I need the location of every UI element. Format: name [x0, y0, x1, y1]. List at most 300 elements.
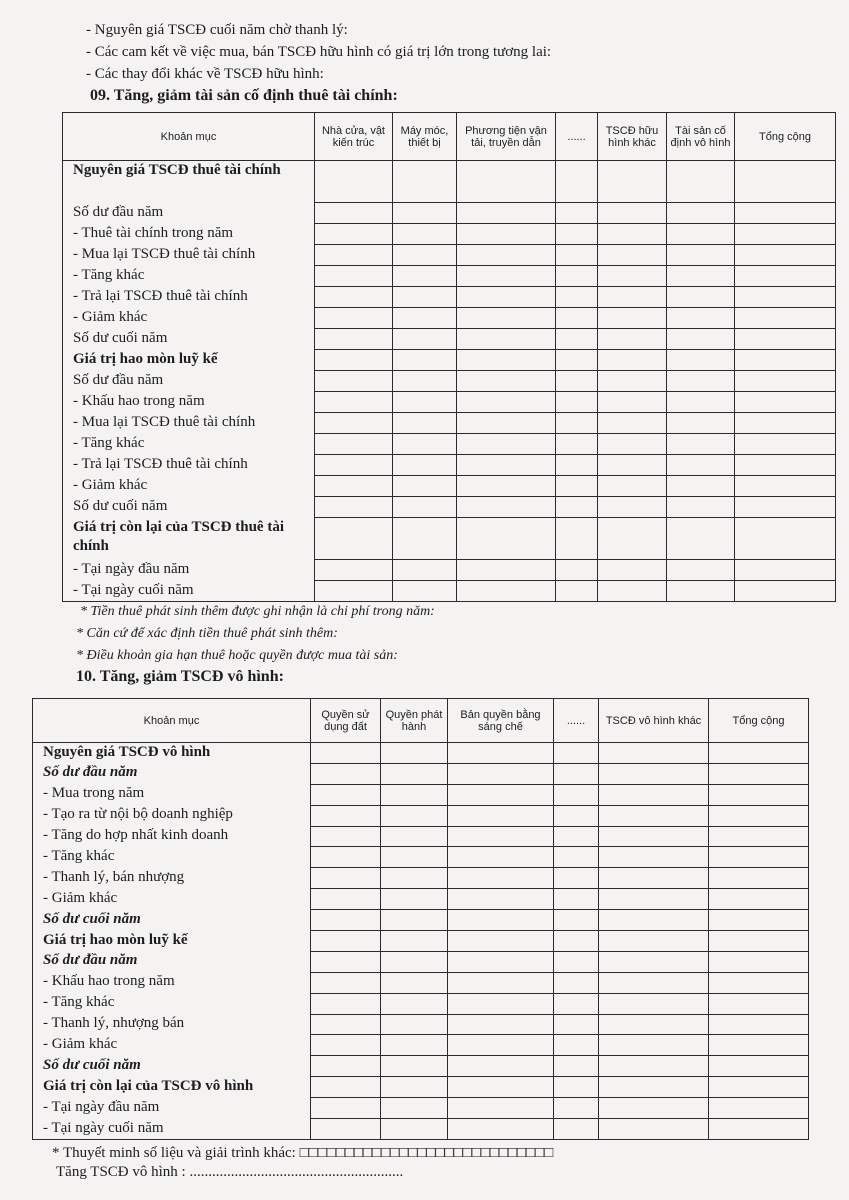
value-cell[interactable] [554, 743, 599, 764]
table-row [63, 245, 836, 266]
value-cell[interactable] [381, 972, 448, 993]
value-cell[interactable] [381, 868, 448, 889]
value-cell[interactable] [457, 287, 556, 308]
value-cell[interactable] [598, 161, 667, 203]
value-cell[interactable] [311, 1014, 381, 1035]
value-cell[interactable] [381, 910, 448, 931]
value-cell[interactable] [448, 1077, 554, 1098]
value-cell[interactable] [554, 763, 599, 784]
value-cell[interactable] [598, 371, 667, 392]
value-cell[interactable] [598, 329, 667, 350]
value-cell[interactable] [311, 1056, 381, 1077]
value-cell[interactable] [667, 371, 735, 392]
table-row [33, 1077, 809, 1098]
value-cell[interactable] [599, 993, 709, 1014]
value-cell[interactable] [556, 203, 598, 224]
value-cell[interactable] [735, 581, 836, 602]
value-cell[interactable] [599, 1035, 709, 1056]
table-row [33, 889, 809, 910]
value-cell[interactable] [381, 993, 448, 1014]
value-cell[interactable] [448, 889, 554, 910]
value-cell[interactable] [315, 224, 393, 245]
value-cell[interactable] [311, 972, 381, 993]
value-cell[interactable] [381, 1077, 448, 1098]
value-cell[interactable] [667, 308, 735, 329]
value-cell[interactable] [311, 889, 381, 910]
value-cell[interactable] [381, 951, 448, 972]
value-cell[interactable] [735, 224, 836, 245]
value-cell[interactable] [709, 889, 809, 910]
row-label: - Thanh lý, nhượng bán [33, 1014, 311, 1035]
value-cell[interactable] [554, 784, 599, 805]
value-cell[interactable] [599, 931, 709, 952]
value-cell[interactable] [457, 329, 556, 350]
value-cell[interactable] [381, 805, 448, 826]
value-cell[interactable] [315, 245, 393, 266]
value-cell[interactable] [556, 308, 598, 329]
value-cell[interactable] [735, 455, 836, 476]
value-cell[interactable] [554, 1014, 599, 1035]
value-cell[interactable] [457, 224, 556, 245]
table-row [33, 763, 809, 784]
value-cell[interactable] [457, 497, 556, 518]
value-cell[interactable] [393, 560, 457, 581]
value-cell[interactable] [667, 350, 735, 371]
value-cell[interactable] [735, 350, 836, 371]
value-cell[interactable] [667, 518, 735, 560]
value-cell[interactable] [448, 826, 554, 847]
value-cell[interactable] [598, 308, 667, 329]
value-cell[interactable] [393, 350, 457, 371]
value-cell[interactable] [556, 161, 598, 203]
value-cell[interactable] [598, 224, 667, 245]
row-label: - Tăng khác [33, 847, 311, 868]
value-cell[interactable] [381, 763, 448, 784]
value-cell[interactable] [448, 868, 554, 889]
row-label: - Trả lại TSCĐ thuê tài chính [63, 455, 315, 476]
value-cell[interactable] [598, 413, 667, 434]
value-cell[interactable] [709, 1014, 809, 1035]
note-line: * Điều khoản gia hạn thuê hoặc quyền được mua tài sản: [76, 648, 398, 663]
value-cell[interactable] [735, 560, 836, 581]
value-cell[interactable] [599, 847, 709, 868]
row-label: - Giảm khác [63, 476, 315, 497]
value-cell[interactable] [315, 392, 393, 413]
table-row [33, 805, 809, 826]
value-cell[interactable] [315, 413, 393, 434]
value-cell[interactable] [311, 805, 381, 826]
value-cell[interactable] [598, 560, 667, 581]
value-cell[interactable] [315, 371, 393, 392]
column-header: TSCĐ vô hình khác [599, 699, 709, 743]
table-row [63, 161, 836, 203]
value-cell[interactable] [709, 1035, 809, 1056]
value-cell[interactable] [599, 763, 709, 784]
value-cell[interactable] [556, 560, 598, 581]
value-cell[interactable] [599, 1098, 709, 1119]
value-cell[interactable] [457, 476, 556, 497]
value-cell[interactable] [599, 743, 709, 764]
value-cell[interactable] [311, 763, 381, 784]
table-row [33, 784, 809, 805]
value-cell[interactable] [393, 455, 457, 476]
value-cell[interactable] [554, 889, 599, 910]
value-cell[interactable] [709, 805, 809, 826]
value-cell[interactable] [448, 763, 554, 784]
value-cell[interactable] [667, 455, 735, 476]
value-cell[interactable] [381, 1014, 448, 1035]
value-cell[interactable] [599, 868, 709, 889]
value-cell[interactable] [315, 476, 393, 497]
column-header: ...... [554, 699, 599, 743]
value-cell[interactable] [709, 972, 809, 993]
value-cell[interactable] [735, 497, 836, 518]
value-cell[interactable] [554, 910, 599, 931]
row-label: Giá trị hao mòn luỹ kế [33, 931, 311, 952]
value-cell[interactable] [315, 434, 393, 455]
value-cell[interactable] [554, 1077, 599, 1098]
value-cell[interactable] [667, 581, 735, 602]
value-cell[interactable] [457, 560, 556, 581]
value-cell[interactable] [311, 910, 381, 931]
table-row [33, 993, 809, 1014]
value-cell[interactable] [598, 287, 667, 308]
value-cell[interactable] [381, 1119, 448, 1140]
table-row [33, 1119, 809, 1140]
value-cell[interactable] [735, 371, 836, 392]
table-row [33, 868, 809, 889]
value-cell[interactable] [709, 993, 809, 1014]
note-line: * Tiền thuê phát sinh thêm được ghi nhận là chi phí trong năm: [80, 604, 435, 619]
value-cell[interactable] [457, 350, 556, 371]
value-cell[interactable] [381, 889, 448, 910]
value-cell[interactable] [311, 1119, 381, 1140]
value-cell[interactable] [598, 497, 667, 518]
row-label: - Tăng khác [63, 266, 315, 287]
value-cell[interactable] [393, 245, 457, 266]
value-cell[interactable] [311, 743, 381, 764]
value-cell[interactable] [556, 392, 598, 413]
value-cell[interactable] [448, 910, 554, 931]
table-row [63, 560, 836, 581]
row-label: - Tăng khác [63, 434, 315, 455]
row-label: Nguyên giá TSCĐ vô hình [33, 743, 311, 764]
value-cell[interactable] [457, 245, 556, 266]
value-cell[interactable] [599, 805, 709, 826]
value-cell[interactable] [709, 826, 809, 847]
intro-line: - Nguyên giá TSCĐ cuối năm chờ thanh lý: [86, 22, 348, 38]
value-cell[interactable] [554, 826, 599, 847]
value-cell[interactable] [709, 931, 809, 952]
value-cell[interactable] [448, 972, 554, 993]
value-cell[interactable] [709, 1056, 809, 1077]
value-cell[interactable] [556, 245, 598, 266]
value-cell[interactable] [315, 350, 393, 371]
value-cell[interactable] [598, 581, 667, 602]
value-cell[interactable] [556, 434, 598, 455]
value-cell[interactable] [554, 1119, 599, 1140]
intangible-asset-table [32, 698, 809, 1140]
value-cell[interactable] [667, 413, 735, 434]
value-cell[interactable] [598, 245, 667, 266]
value-cell[interactable] [448, 931, 554, 952]
table-row [63, 518, 836, 560]
value-cell[interactable] [556, 518, 598, 560]
row-label: - Giảm khác [63, 308, 315, 329]
value-cell[interactable] [709, 1077, 809, 1098]
table-row [33, 826, 809, 847]
value-cell[interactable] [448, 805, 554, 826]
value-cell[interactable] [599, 1014, 709, 1035]
value-cell[interactable] [393, 434, 457, 455]
value-cell[interactable] [311, 931, 381, 952]
value-cell[interactable] [457, 455, 556, 476]
value-cell[interactable] [667, 224, 735, 245]
value-cell[interactable] [393, 413, 457, 434]
value-cell[interactable] [667, 245, 735, 266]
value-cell[interactable] [554, 1098, 599, 1119]
table-row [33, 1098, 809, 1119]
value-cell[interactable] [556, 581, 598, 602]
table-row [63, 203, 836, 224]
value-cell[interactable] [667, 287, 735, 308]
value-cell[interactable] [393, 392, 457, 413]
value-cell[interactable] [315, 203, 393, 224]
value-cell[interactable] [599, 1119, 709, 1140]
value-cell[interactable] [393, 266, 457, 287]
value-cell[interactable] [393, 161, 457, 203]
column-header: Máy móc, thiết bị [393, 113, 457, 161]
row-label: - Tại ngày cuối năm [33, 1119, 311, 1140]
value-cell[interactable] [393, 224, 457, 245]
value-cell[interactable] [457, 161, 556, 203]
value-cell[interactable] [735, 329, 836, 350]
value-cell[interactable] [667, 266, 735, 287]
value-cell[interactable] [315, 308, 393, 329]
row-label: - Tại ngày cuối năm [63, 581, 315, 602]
value-cell[interactable] [457, 581, 556, 602]
column-header: TSCĐ hữu hình khác [598, 113, 667, 161]
value-cell[interactable] [315, 287, 393, 308]
row-label: Số dư đầu năm [33, 951, 311, 972]
value-cell[interactable] [315, 329, 393, 350]
value-cell[interactable] [315, 518, 393, 560]
value-cell[interactable] [393, 581, 457, 602]
row-label: - Tăng khác [33, 993, 311, 1014]
value-cell[interactable] [311, 826, 381, 847]
value-cell[interactable] [735, 392, 836, 413]
value-cell[interactable] [598, 455, 667, 476]
value-cell[interactable] [735, 161, 836, 203]
value-cell[interactable] [457, 371, 556, 392]
value-cell[interactable] [457, 203, 556, 224]
value-cell[interactable] [393, 371, 457, 392]
column-header: Phương tiện vận tải, truyền dẫn [457, 113, 556, 161]
value-cell[interactable] [735, 245, 836, 266]
value-cell[interactable] [315, 497, 393, 518]
value-cell[interactable] [393, 518, 457, 560]
section-09-title: 09. Tăng, giảm tài sản cố định thuê tài chính: [90, 87, 398, 104]
value-cell[interactable] [667, 476, 735, 497]
value-cell[interactable] [554, 1056, 599, 1077]
value-cell[interactable] [599, 1077, 709, 1098]
value-cell[interactable] [556, 266, 598, 287]
value-cell[interactable] [448, 1119, 554, 1140]
value-cell[interactable] [598, 434, 667, 455]
value-cell[interactable] [599, 910, 709, 931]
value-cell[interactable] [735, 308, 836, 329]
value-cell[interactable] [735, 203, 836, 224]
value-cell[interactable] [381, 826, 448, 847]
value-cell[interactable] [598, 350, 667, 371]
value-cell[interactable] [311, 1098, 381, 1119]
value-cell[interactable] [667, 392, 735, 413]
value-cell[interactable] [735, 434, 836, 455]
value-cell[interactable] [556, 455, 598, 476]
value-cell[interactable] [457, 308, 556, 329]
table-row [33, 1014, 809, 1035]
value-cell[interactable] [393, 287, 457, 308]
value-cell[interactable] [448, 743, 554, 764]
row-label: - Trả lại TSCĐ thuê tài chính [63, 287, 315, 308]
value-cell[interactable] [556, 476, 598, 497]
value-cell[interactable] [381, 847, 448, 868]
value-cell[interactable] [393, 308, 457, 329]
value-cell[interactable] [393, 203, 457, 224]
value-cell[interactable] [448, 951, 554, 972]
value-cell[interactable] [598, 392, 667, 413]
value-cell[interactable] [556, 371, 598, 392]
value-cell[interactable] [311, 993, 381, 1014]
value-cell[interactable] [667, 203, 735, 224]
value-cell[interactable] [381, 784, 448, 805]
value-cell[interactable] [599, 784, 709, 805]
value-cell[interactable] [393, 497, 457, 518]
value-cell[interactable] [311, 1077, 381, 1098]
value-cell[interactable] [556, 224, 598, 245]
value-cell[interactable] [735, 518, 836, 560]
value-cell[interactable] [667, 560, 735, 581]
value-cell[interactable] [554, 1035, 599, 1056]
value-cell[interactable] [457, 434, 556, 455]
value-cell[interactable] [667, 434, 735, 455]
value-cell[interactable] [315, 581, 393, 602]
column-header: Tài sản cố định vô hình [667, 113, 735, 161]
value-cell[interactable] [554, 993, 599, 1014]
value-cell[interactable] [598, 266, 667, 287]
value-cell[interactable] [556, 413, 598, 434]
value-cell[interactable] [315, 455, 393, 476]
value-cell[interactable] [556, 329, 598, 350]
value-cell[interactable] [554, 868, 599, 889]
value-cell[interactable] [599, 972, 709, 993]
row-label: Số dư đầu năm [33, 763, 311, 784]
value-cell[interactable] [598, 203, 667, 224]
value-cell[interactable] [448, 847, 554, 868]
value-cell[interactable] [599, 1056, 709, 1077]
value-cell[interactable] [554, 931, 599, 952]
value-cell[interactable] [311, 951, 381, 972]
value-cell[interactable] [709, 1119, 809, 1140]
value-cell[interactable] [448, 1056, 554, 1077]
value-cell[interactable] [315, 161, 393, 203]
value-cell[interactable] [311, 784, 381, 805]
value-cell[interactable] [311, 868, 381, 889]
value-cell[interactable] [556, 350, 598, 371]
value-cell[interactable] [599, 826, 709, 847]
value-cell[interactable] [709, 868, 809, 889]
value-cell[interactable] [667, 329, 735, 350]
value-cell[interactable] [735, 476, 836, 497]
value-cell[interactable] [709, 951, 809, 972]
row-label: - Khấu hao trong năm [33, 972, 311, 993]
value-cell[interactable] [311, 847, 381, 868]
value-cell[interactable] [554, 972, 599, 993]
value-cell[interactable] [709, 763, 809, 784]
value-cell[interactable] [556, 497, 598, 518]
value-cell[interactable] [554, 951, 599, 972]
value-cell[interactable] [457, 266, 556, 287]
value-cell[interactable] [448, 1098, 554, 1119]
value-cell[interactable] [448, 784, 554, 805]
value-cell[interactable] [599, 889, 709, 910]
column-header: ...... [556, 113, 598, 161]
value-cell[interactable] [709, 743, 809, 764]
value-cell[interactable] [381, 1056, 448, 1077]
value-cell[interactable] [667, 497, 735, 518]
value-cell[interactable] [667, 161, 735, 203]
value-cell[interactable] [554, 805, 599, 826]
row-label: Số dư cuối năm [63, 497, 315, 518]
table-row [63, 413, 836, 434]
value-cell[interactable] [457, 413, 556, 434]
value-cell[interactable] [709, 847, 809, 868]
value-cell[interactable] [457, 392, 556, 413]
value-cell[interactable] [311, 1035, 381, 1056]
value-cell[interactable] [599, 951, 709, 972]
value-cell[interactable] [554, 847, 599, 868]
value-cell[interactable] [735, 266, 836, 287]
value-cell[interactable] [448, 1035, 554, 1056]
value-cell[interactable] [393, 329, 457, 350]
row-label: Số dư đầu năm [63, 371, 315, 392]
value-cell[interactable] [598, 518, 667, 560]
value-cell[interactable] [709, 784, 809, 805]
value-cell[interactable] [448, 993, 554, 1014]
column-header: Khoản mục [63, 113, 315, 161]
value-cell[interactable] [735, 287, 836, 308]
value-cell[interactable] [315, 266, 393, 287]
value-cell[interactable] [598, 476, 667, 497]
value-cell[interactable] [448, 1014, 554, 1035]
value-cell[interactable] [457, 518, 556, 560]
intangible-increase-line: Tăng TSCĐ vô hình : ......................................................... [56, 1164, 404, 1180]
row-label: - Tại ngày đầu năm [33, 1098, 311, 1119]
value-cell[interactable] [381, 1098, 448, 1119]
table-row [63, 434, 836, 455]
value-cell[interactable] [709, 910, 809, 931]
value-cell[interactable] [381, 743, 448, 764]
value-cell[interactable] [709, 1098, 809, 1119]
value-cell[interactable] [315, 560, 393, 581]
value-cell[interactable] [381, 1035, 448, 1056]
value-cell[interactable] [735, 413, 836, 434]
value-cell[interactable] [381, 931, 448, 952]
value-cell[interactable] [556, 287, 598, 308]
table-row [63, 371, 836, 392]
table-row [33, 951, 809, 972]
value-cell[interactable] [393, 476, 457, 497]
